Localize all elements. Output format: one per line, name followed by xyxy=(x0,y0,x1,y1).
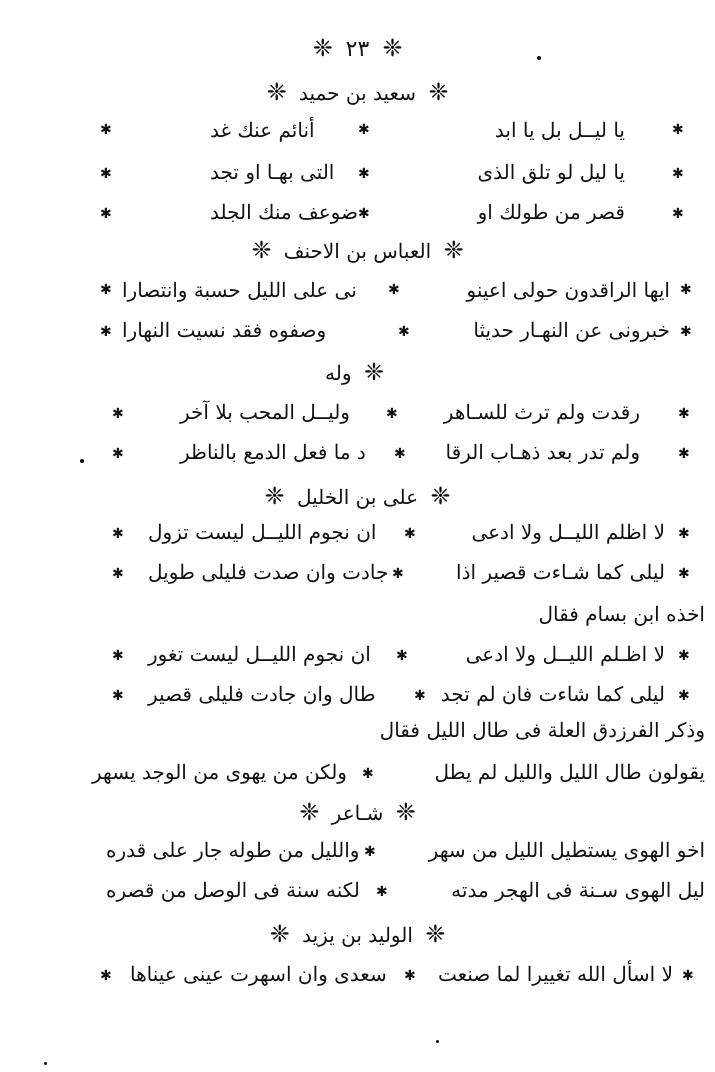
verse-separator: ✱ xyxy=(414,688,426,704)
ornament-icon: ❈ xyxy=(395,798,416,826)
verse-star: ✱ xyxy=(678,526,690,542)
verse-hemistich-2: ان نجوم الليــل ليست تزول xyxy=(148,520,377,544)
verse-hemistich-2: وصفوه فقد نسيت النهارا xyxy=(122,318,327,342)
verse-separator: ✱ xyxy=(396,648,408,664)
prose-line: اخذه ابن بسام فقال xyxy=(538,602,705,626)
verse-separator: ✱ xyxy=(388,282,400,298)
ornament-icon: ❈ xyxy=(251,236,272,264)
page-number: ٢٣ xyxy=(345,37,370,62)
verse-hemistich-2: ان نجوم الليــل ليست تغور xyxy=(148,642,371,666)
verse-hemistich-2: لكنه سنة فى الوصل من قصره xyxy=(106,878,360,902)
verse-star: ✱ xyxy=(678,648,690,664)
prose-line: وذكر الفرزدق العلة فى طال الليل فقال xyxy=(379,718,705,742)
verse-separator: ✱ xyxy=(398,324,410,340)
verse-hemistich-1: لا اظـلم الليــل ولا ادعى xyxy=(465,642,665,666)
verse-star: ✱ xyxy=(112,688,124,704)
verse-hemistich-1: يا ليل لو تلق الذى xyxy=(477,160,625,184)
verse-star: ✱ xyxy=(672,166,684,182)
verse-star: ✱ xyxy=(100,324,112,340)
verse-star: ✱ xyxy=(682,968,694,984)
verse-star: ✱ xyxy=(678,406,690,422)
verse-hemistich-1: لا اظلم الليــل ولا ادعى xyxy=(471,520,665,544)
ornament-icon: ❈ xyxy=(443,236,464,264)
verse-star: ✱ xyxy=(678,566,690,582)
poet-name: العباس بن الاحنف xyxy=(283,239,432,263)
verse-hemistich-1: ليلى كما شاءت فان لم تجد xyxy=(440,682,665,706)
verse-hemistich-2: التى بهـا او تجد xyxy=(210,160,335,184)
ink-dot xyxy=(44,1062,47,1065)
ornament-icon: ❈ xyxy=(428,78,449,106)
verse-separator: ✱ xyxy=(392,566,404,582)
ink-dot xyxy=(537,56,541,60)
section-heading xyxy=(0,238,715,262)
verse-hemistich-1: اخو الهوى يستطيل الليل من سهر xyxy=(428,838,705,862)
verse-separator: ✱ xyxy=(364,844,376,860)
verse-star: ✱ xyxy=(100,166,112,182)
verse-hemistich-1: يا ليــل بل يا ابد xyxy=(494,118,625,142)
section-heading xyxy=(0,484,715,508)
verse-hemistich-1: ليل الهوى سـنة فى الهجر مدته xyxy=(451,878,705,902)
verse-separator: ✱ xyxy=(358,166,370,182)
verse-separator: ✱ xyxy=(358,122,370,138)
verse-hemistich-2: والليل من طوله جار على قدره xyxy=(106,838,360,862)
ornament-icon: ❈ xyxy=(312,34,333,62)
verse-hemistich-1: رقدت ولم ترث للسـاهر xyxy=(443,400,640,424)
verse-hemistich-1: لا اسأل الله تغييرا لما صنعت xyxy=(437,962,673,986)
verse-star: ✱ xyxy=(678,688,690,704)
verse-star: ✱ xyxy=(112,566,124,582)
verse-hemistich-2: أنائم عنك غد xyxy=(210,118,315,142)
ornament-icon: ❈ xyxy=(299,798,320,826)
ornament-icon: ❈ xyxy=(382,34,403,62)
verse-star: ✱ xyxy=(100,206,112,222)
verse-hemistich-1: ليلى كما شـاءت قصير اذا xyxy=(456,560,665,584)
poet-name: شـاعر xyxy=(331,801,384,825)
verse-hemistich-2: د ما فعل الدمع بالناظر xyxy=(180,440,366,464)
ornament-icon: ❈ xyxy=(425,920,446,948)
verse-hemistich-2: سعدى وان اسهرت عينى عيناها xyxy=(130,962,387,986)
verse-hemistich-2: طال وان جادت فليلى قصير xyxy=(148,682,376,706)
verse-hemistich-2: ولكن من يهوى من الوجد يسهر xyxy=(92,760,347,784)
poet-name: على بن الخليل xyxy=(296,485,419,509)
verse-star: ✱ xyxy=(680,282,692,298)
section-heading xyxy=(0,360,715,384)
section-heading xyxy=(0,80,715,104)
verse-star: ✱ xyxy=(112,648,124,664)
poet-name: وله xyxy=(325,361,352,385)
verse-star: ✱ xyxy=(100,968,112,984)
verse-hemistich-1: ايها الراقدون حولى اعينو xyxy=(466,278,670,302)
section-heading xyxy=(0,800,715,824)
poet-name: الوليد بن يزيد xyxy=(302,923,413,947)
verse-star: ✱ xyxy=(672,122,684,138)
verse-star: ✱ xyxy=(112,406,124,422)
verse-separator: ✱ xyxy=(394,446,406,462)
ink-dot xyxy=(436,1040,439,1043)
verse-hemistich-2: نى على الليل حسبة وانتصارا xyxy=(122,278,357,302)
verse-separator: ✱ xyxy=(358,206,370,222)
verse-separator: ✱ xyxy=(376,884,388,900)
verse-hemistich-1: قصر من طولك او xyxy=(477,200,625,224)
poet-name: سعيد بن حميد xyxy=(299,81,416,105)
section-heading xyxy=(0,922,715,946)
ornament-icon: ❈ xyxy=(266,78,287,106)
verse-star: ✱ xyxy=(112,446,124,462)
verse-separator: ✱ xyxy=(404,526,416,542)
ink-dot xyxy=(80,459,84,463)
verse-hemistich-1: يقولون طال الليل والليل لم يطل xyxy=(434,760,705,784)
verse-separator: ✱ xyxy=(362,766,374,782)
ornament-icon: ❈ xyxy=(269,920,290,948)
verse-separator: ✱ xyxy=(386,406,398,422)
verse-star: ✱ xyxy=(100,282,112,298)
ornament-icon: ❈ xyxy=(264,482,285,510)
verse-hemistich-2: جادت وان صدت فليلى طويل xyxy=(148,560,389,584)
verse-star: ✱ xyxy=(672,206,684,222)
verse-star: ✱ xyxy=(100,122,112,138)
verse-star: ✱ xyxy=(112,526,124,542)
verse-hemistich-1: ولم تدر بعد ذهـاب الرقا xyxy=(445,440,640,464)
ornament-icon: ❈ xyxy=(430,482,451,510)
verse-hemistich-2: ضوعف منك الجلد xyxy=(210,200,358,224)
ornament-icon: ❈ xyxy=(363,358,384,386)
verse-separator: ✱ xyxy=(404,968,416,984)
verse-hemistich-2: وليــل المحب بلا آخر xyxy=(180,400,350,424)
verse-hemistich-1: خبرونى عن النهـار حديثا xyxy=(473,318,670,342)
verse-star: ✱ xyxy=(678,446,690,462)
page-header xyxy=(0,36,715,61)
verse-star: ✱ xyxy=(680,324,692,340)
